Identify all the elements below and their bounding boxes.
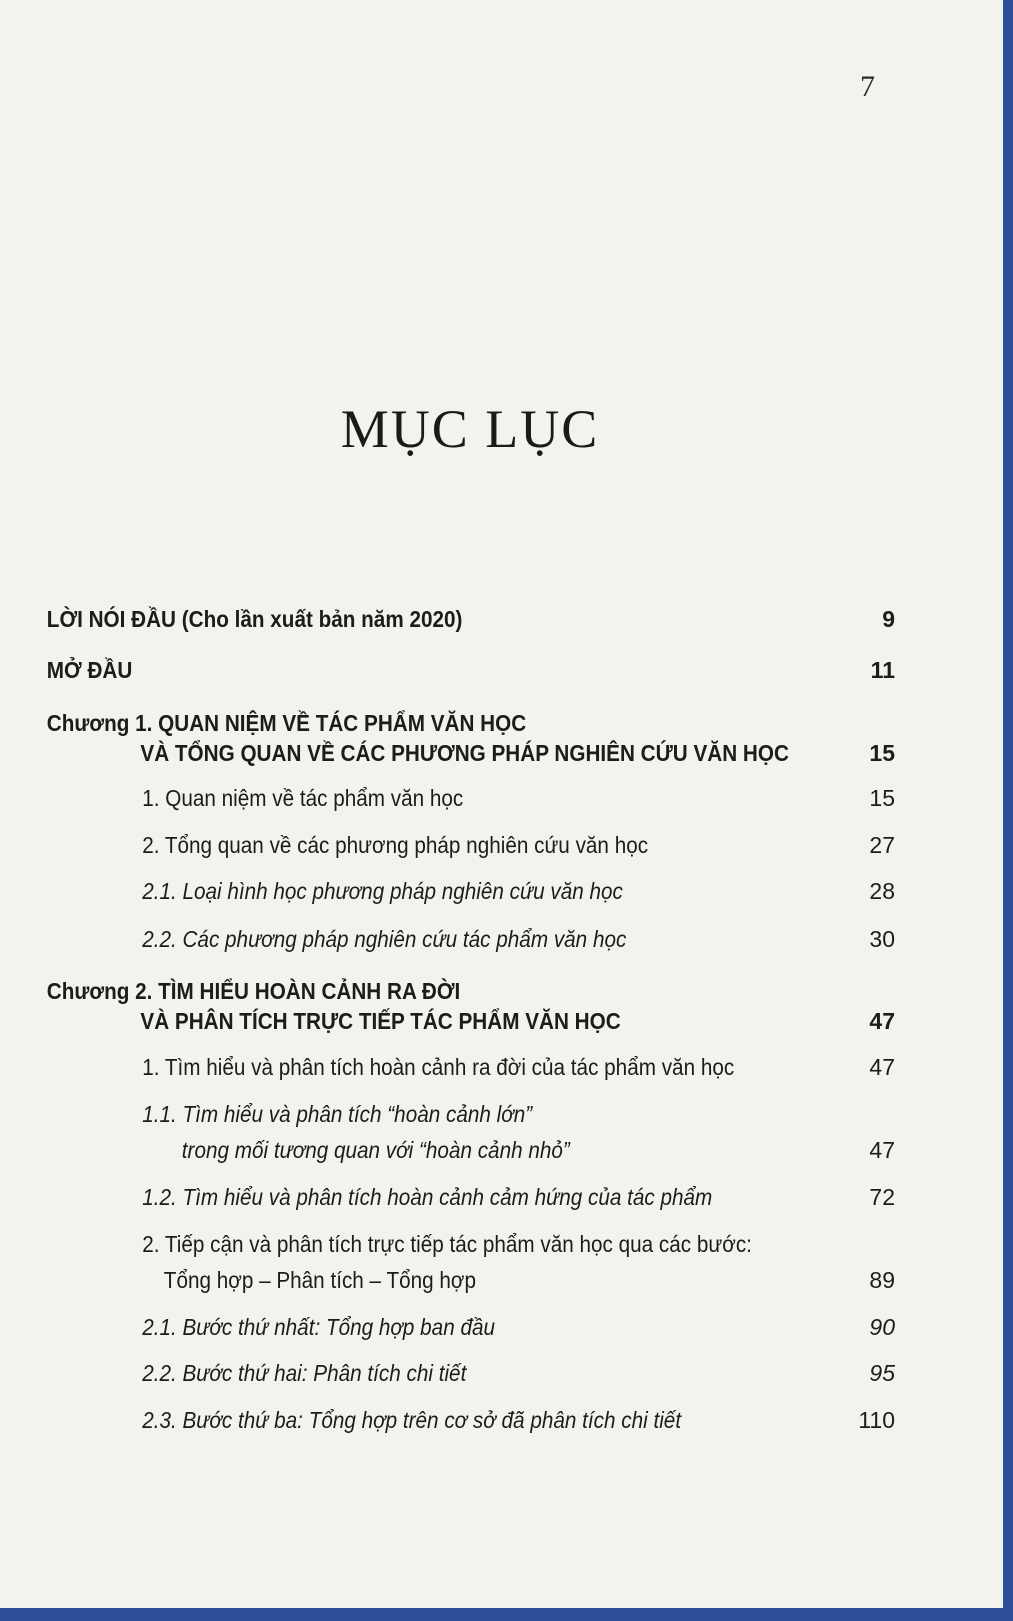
toc-entry-label: LỜI NÓI ĐẦU (Cho lần xuất bản năm 2020): [46, 606, 463, 632]
toc-entry-page: 47: [869, 1137, 895, 1163]
toc-entry-page: 15: [869, 785, 895, 811]
toc-entry-page: 89: [869, 1267, 895, 1293]
toc-entry-page: 110: [858, 1407, 895, 1433]
toc-entry-page: 72: [869, 1184, 895, 1210]
page-title: MỤC LỤC: [340, 399, 600, 459]
toc-entry-page: 47: [869, 1008, 895, 1034]
toc-entry-label: MỞ ĐẦU: [46, 657, 133, 683]
toc-entry-label: 1.2. Tìm hiểu và phân tích hoàn cảnh cảm hứng của tác phẩm: [142, 1184, 713, 1210]
toc-entry-label-continued: trong mối tương quan với “hoàn cảnh nhỏ”: [181, 1137, 570, 1163]
toc-entry-label: 2.1. Bước thứ nhất: Tổng hợp ban đầu: [142, 1314, 495, 1340]
toc-entry-page: 27: [869, 832, 895, 858]
toc-entry-label: 1.1. Tìm hiểu và phân tích “hoàn cảnh lớn”: [142, 1101, 533, 1127]
toc-entry-label-continued: VÀ PHÂN TÍCH TRỰC TIẾP TÁC PHẨM VĂN HỌC: [140, 1008, 621, 1034]
toc-entry-label-continued: Tổng hợp – Phân tích – Tổng hợp: [163, 1267, 476, 1293]
toc-entry-page: 11: [870, 657, 895, 683]
toc-entry-label: 2.1. Loại hình học phương pháp nghiên cứu văn học: [142, 878, 623, 904]
toc-entry-page: 28: [869, 878, 895, 904]
toc-entry-page: 90: [869, 1314, 895, 1340]
toc-entry-label-continued: VÀ TỔNG QUAN VỀ CÁC PHƯƠNG PHÁP NGHIÊN CỨU VĂN HỌC: [140, 740, 789, 766]
toc-entry-label: 2.3. Bước thứ ba: Tổng hợp trên cơ sở đã phân tích chi tiết: [142, 1407, 682, 1433]
toc-entry-label: 2.2. Bước thứ hai: Phân tích chi tiết: [142, 1360, 467, 1386]
page-number: 7: [860, 70, 875, 103]
toc-entry-page: 47: [869, 1054, 895, 1080]
toc-entry-label: 1. Quan niệm về tác phẩm văn học: [142, 785, 464, 811]
toc-entry-label: 2. Tổng quan về các phương pháp nghiên cứu văn học: [142, 832, 649, 858]
toc-entry-page: 9: [882, 606, 895, 632]
toc-entry-label: 2.2. Các phương pháp nghiên cứu tác phẩm văn học: [142, 926, 627, 952]
toc-entry-page: 30: [869, 926, 895, 952]
toc-entry-label: 2. Tiếp cận và phân tích trực tiếp tác phẩm văn học qua các bước:: [142, 1231, 752, 1257]
toc-entry-label: Chương 2. TÌM HIỂU HOÀN CẢNH RA ĐỜI: [46, 978, 461, 1004]
toc-entry-page: 95: [869, 1360, 895, 1386]
toc-entry-label: 1. Tìm hiểu và phân tích hoàn cảnh ra đời của tác phẩm văn học: [142, 1054, 735, 1080]
toc-entry-label: Chương 1. QUAN NIỆM VỀ TÁC PHẨM VĂN HỌC: [46, 710, 527, 736]
toc-entry-page: 15: [869, 740, 895, 766]
toc-page-numbers: [800, 0, 895, 1608]
